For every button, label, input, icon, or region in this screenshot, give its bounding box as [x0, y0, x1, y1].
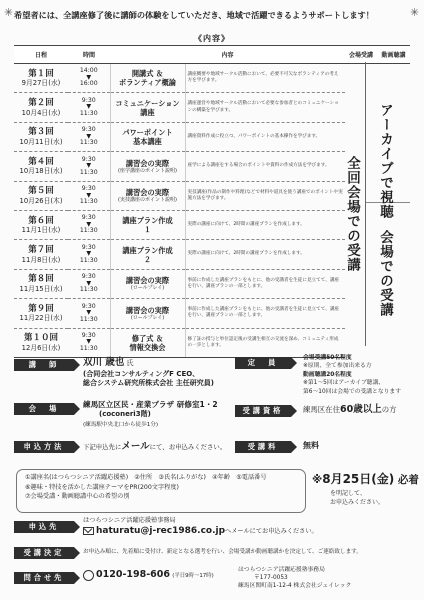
- deadline-note1: を明記して、: [330, 490, 366, 497]
- schedule-desc-cell: [185, 181, 345, 210]
- schedule-desc-cell: [185, 299, 345, 328]
- session-description: 実技講座(作品の制作や料理)などで材料や道具を使う講座でのポイントや実施方法を学びます。: [187, 189, 343, 201]
- session-end: 11:30: [79, 109, 98, 117]
- required-items-line2: ⑥趣味・特技を活かした講座テーマをPR(200文字程度): [25, 483, 179, 491]
- schedule-time-cell: 9:30 ▼ 11:30: [68, 181, 110, 210]
- header-venue: 会場受講: [345, 46, 377, 64]
- session-date: 9月27日(水): [21, 79, 61, 88]
- apply-to-email-suffix: へメールにてお申込みください。: [225, 528, 318, 536]
- schedule-desc-cell: [185, 64, 345, 93]
- venue-label: 会 場: [14, 403, 74, 415]
- session-date: 11月15日(水): [19, 285, 63, 293]
- deadline: [312, 470, 419, 487]
- session-title: 開講式 ＆ ボランティア概論: [119, 69, 176, 88]
- schedule-desc-cell: [185, 328, 345, 357]
- session-end: 16:00: [79, 80, 98, 88]
- video-cell: [377, 328, 410, 357]
- session-title: パワーポイント 基本講座: [122, 127, 173, 146]
- schedule-date-cell: [14, 240, 68, 269]
- fee-value: 無料: [303, 441, 319, 450]
- session-start: 9:30: [81, 331, 96, 339]
- session-start: 9:30: [81, 273, 96, 281]
- schedule-date-cell: [14, 64, 68, 93]
- phone-icon: [83, 570, 94, 581]
- session-number: 第５回: [28, 186, 54, 197]
- schedule-date-cell: [14, 181, 68, 210]
- session-start: 9:30: [81, 302, 96, 310]
- eligibility-suffix: の方: [381, 405, 397, 414]
- column-divider: [365, 62, 366, 346]
- session-start: 14:00: [79, 67, 98, 75]
- session-title: 修了式 ＆ 情報交換会: [129, 333, 166, 352]
- session-end: 11:30: [79, 198, 98, 205]
- schedule-time-cell: 14:00 ▼ 16:00: [68, 64, 110, 93]
- contact-phone[interactable]: 0120-198-606: [96, 569, 170, 580]
- session-description: 座学による講座をする場合のポイントや資料の作成方法を学びます。: [187, 163, 330, 169]
- schedule-row: [14, 299, 410, 328]
- session-start: 9:30: [81, 243, 96, 251]
- capacity-line4: ※第1〜5回はアーカイブ聴講、: [303, 380, 385, 387]
- video-cell: [377, 64, 410, 93]
- schedule-row: [14, 122, 410, 151]
- session-date: 11月1日(水): [21, 226, 61, 235]
- schedule-time-cell: 9:30 ▼ 11:30: [68, 93, 110, 122]
- session-start: 9:30: [81, 155, 96, 163]
- schedule-desc-cell: [185, 210, 345, 239]
- schedule-title-cell: [110, 328, 185, 357]
- capacity-line1: 会場受講50名程度: [303, 355, 352, 361]
- decoration-mark-left: ✳: [4, 6, 14, 19]
- session-end: 11:30: [79, 315, 98, 323]
- deadline-note2: お申込みください。: [330, 499, 385, 506]
- schedule-desc-cell: [185, 269, 345, 298]
- venue-cell: [345, 299, 377, 328]
- session-number: 第７回: [28, 244, 54, 255]
- capacity-block: [303, 354, 401, 396]
- envelope-icon: [83, 527, 94, 535]
- required-items-line3: ⑦会場受講・動画聴講中心の希望の別: [25, 493, 130, 501]
- apply-method-text-b: メール: [121, 441, 150, 452]
- session-start: 9:30: [81, 96, 96, 104]
- session-description: 実際の講座に向けて、2時間の講座プランを作成します。: [187, 222, 305, 228]
- session-date: 12月6日(水): [21, 343, 61, 352]
- venue-attendance-label: 会場での受講: [377, 230, 393, 317]
- apply-method-text-a: 下記申込先に: [83, 443, 122, 451]
- schedule-time-cell: 9:30 ▼ 11:30: [68, 210, 110, 239]
- lecturer-label: 講 師: [14, 359, 74, 371]
- venue-cell: [345, 328, 377, 357]
- schedule-date-cell: [14, 269, 68, 298]
- eligibility-prefix: 練馬区在住: [303, 405, 340, 414]
- schedule-time-cell: 9:30 ▼ 11:30: [68, 152, 110, 181]
- capacity-line2: ※原則、全て参加出来る方: [303, 363, 372, 370]
- schedule-date-cell: [14, 328, 68, 357]
- contact-zip: 〒177-0053: [254, 575, 288, 582]
- contact-address-block: [238, 566, 351, 590]
- header-time: 時間: [68, 46, 110, 64]
- contact-block: [83, 569, 214, 582]
- archive-label: アーカイブで視聴: [377, 103, 393, 219]
- session-end: 11:30: [79, 344, 98, 352]
- session-date: 11月8日(水): [21, 255, 61, 264]
- session-title: 講習会の実際: [125, 158, 170, 168]
- session-number: 第６回: [28, 215, 54, 226]
- eligibility-block: [303, 404, 397, 417]
- apply-method-text-c: にて、お申込みください。: [149, 443, 227, 451]
- session-end: 11:30: [79, 286, 98, 294]
- schedule-time-cell: 9:30 ▼ 11:30: [68, 328, 110, 357]
- venue-block: [83, 400, 218, 429]
- session-start: 9:30: [81, 185, 96, 192]
- apply-method-label: 申込方法: [14, 441, 74, 453]
- session-description: 講座運営や地域サークル活動において必要な参加者とのコミュニケーションの構築を学びます。: [187, 101, 339, 113]
- lecturer-name: 双川 歳也: [83, 357, 125, 368]
- result-label: 受講決定: [14, 547, 74, 559]
- decoration-mark-right: ✳: [410, 6, 420, 19]
- apply-method-block: [83, 441, 226, 454]
- venue-cell: [345, 93, 377, 122]
- eligibility-label: 受講資格: [235, 405, 291, 417]
- contact-hours: (平日9時〜17時): [172, 573, 214, 579]
- session-description: 事前に作成した講座プランをもとに、他の受講者を生徒に見立てて、講座を行い、講座プランの一部とします。: [187, 307, 340, 319]
- session-end: 11:30: [79, 227, 98, 235]
- lecturer-line2: 総合システム研究所株式会社 主任研究員): [83, 379, 214, 388]
- required-items-line1: ①講座名(はつらつシニア活躍応援塾) ②住所 ③氏名(ふりがな) ④年齢 ⑤電話番号: [25, 474, 267, 481]
- schedule-desc-cell: [185, 122, 345, 151]
- contact-org: はつらつシニア活躍応援塾事務局: [238, 567, 325, 573]
- header-content: 内容: [110, 46, 345, 64]
- schedule-row: [14, 269, 410, 298]
- schedule-time-cell: 9:30 ▼ 11:30: [68, 299, 110, 328]
- apply-to-block: [83, 517, 318, 538]
- session-start: 9:30: [81, 126, 96, 134]
- session-date: 10月4日(水): [21, 108, 61, 117]
- schedule-time-cell: 9:30 ▼ 11:30: [68, 240, 110, 269]
- section-title: 《内容》: [194, 34, 230, 43]
- session-date: 10月18日(水): [19, 167, 63, 176]
- session-title: 講座プラン作成 ２: [122, 245, 173, 264]
- schedule-time-cell: 9:30 ▼ 11:30: [68, 269, 110, 298]
- venue-cell: [345, 122, 377, 151]
- capacity-line3: 動画聴講20名程度: [303, 371, 352, 378]
- capacity-label: 定 員: [235, 357, 291, 369]
- schedule-date-cell: [14, 299, 68, 328]
- contact-label: 問合せ先: [14, 572, 74, 584]
- intro-text: 希望者には、全講座修了後に講師の体験をしていただき、地域で活躍できるようサポートします！: [14, 10, 374, 20]
- lecturer-block: [83, 357, 214, 389]
- session-date: 10月11日(水): [19, 138, 63, 147]
- schedule-header-row: [14, 46, 410, 64]
- venue-line1: 練馬区立区民・産業プラザ 研修室1・2: [83, 400, 218, 409]
- schedule-title-cell: [110, 299, 185, 328]
- contact-address: 練馬区関町南1-12-4 株式会社ジェイレック: [238, 583, 352, 590]
- schedule-date-cell: [14, 210, 68, 239]
- session-description: 講座概要や地域サークル活動において、必要不可欠なボランティアの考え方を学びます。: [187, 72, 339, 84]
- schedule-row: [14, 93, 410, 122]
- lecturer-line1: (合同会社コンサルティングF CEO、: [83, 369, 200, 378]
- session-description: 講座資料作成に役立つ、パワーポイントの基本操作を学びます。: [187, 133, 321, 139]
- session-number: 第８回: [28, 274, 54, 285]
- session-date: 10月26日(木): [19, 196, 63, 205]
- apply-to-label: 申込先: [14, 521, 74, 533]
- lecturer-honorific: 氏: [126, 359, 134, 367]
- apply-to-email[interactable]: haturatu@j-rec1986.co.jp: [96, 526, 226, 537]
- venue-cell: [345, 64, 377, 93]
- session-number: 第９回: [28, 303, 54, 314]
- required-items-box: [16, 469, 306, 513]
- deadline-note: [330, 489, 384, 507]
- fee-label: 受講料: [235, 441, 291, 453]
- session-end: 11:30: [79, 256, 98, 264]
- schedule-title-cell: [110, 122, 185, 151]
- session-date: 11月22日(水): [19, 314, 63, 323]
- session-number: 第３回: [28, 127, 54, 138]
- schedule-desc-cell: [185, 93, 345, 122]
- schedule-desc-cell: [185, 152, 345, 181]
- session-number: 第４回: [28, 156, 54, 167]
- venue-cell: [345, 269, 377, 298]
- apply-to-org: はつらつシニア活躍応援塾事務局: [83, 517, 176, 524]
- schedule-date-cell: [14, 93, 68, 122]
- session-number: 第１回: [28, 68, 54, 79]
- schedule-row: [14, 64, 410, 93]
- session-start: 9:30: [81, 214, 96, 222]
- schedule-title-cell: [110, 93, 185, 122]
- schedule-date-cell: [14, 122, 68, 151]
- venue-line3: (練馬駅中央北口から徒歩1分): [83, 421, 159, 428]
- session-number: 第１０回: [23, 333, 58, 344]
- session-description: 修了証の授与と単位認定後の受講生相互の交流を深め、コミュニティ形成の一歩とします。: [187, 336, 339, 348]
- session-subtitle: (座学講座のポイント説明): [118, 167, 177, 174]
- session-subtitle: (ロールプレイ): [130, 285, 165, 292]
- session-subtitle: (実技講座のポイント説明): [118, 197, 177, 204]
- eligibility-age: 60歳以上: [339, 404, 382, 415]
- deadline-mark: ※: [312, 474, 323, 486]
- session-description: 実際の講座に向けて、2時間の講座プランを作成します。: [187, 251, 305, 257]
- deadline-suffix: 必着: [397, 474, 419, 486]
- venue-line2: (coconeri3階): [99, 410, 151, 419]
- schedule-title-cell: [110, 181, 185, 210]
- session-title: 講習会の実際: [125, 188, 170, 198]
- schedule-title-cell: [110, 240, 185, 269]
- result-text: お申込み順に、先着順に受付け、新定となる選考を行い、会場受講か動画聴講かを決定して、ご連絡致します。: [83, 549, 362, 555]
- schedule-date-cell: [14, 152, 68, 181]
- session-end: 11:30: [79, 139, 98, 147]
- schedule-time-cell: 9:30 ▼ 11:30: [68, 122, 110, 151]
- schedule-title-cell: [110, 64, 185, 93]
- session-title: コミュニケーション 講座: [115, 98, 180, 117]
- all-venue-label: 全回会場での受講: [344, 156, 360, 272]
- capacity-line5: 第6〜10回は会場での受講となります: [303, 388, 402, 395]
- deadline-date: 8月25日(金): [322, 472, 395, 486]
- schedule-row: [14, 328, 410, 357]
- schedule-title-cell: [110, 210, 185, 239]
- schedule-title-cell: [110, 269, 185, 298]
- session-title: 講座プラン作成 １: [122, 216, 173, 235]
- schedule-desc-cell: [185, 240, 345, 269]
- session-title: 講習会の実際: [125, 305, 170, 315]
- session-subtitle: (ロールプレイ): [130, 314, 165, 321]
- session-end: 11:30: [79, 168, 98, 176]
- session-description: 事前に作成した講座プランをもとに、他の受講者を生徒に見立てて、講座を行い、講座プランの一部とします。: [187, 277, 340, 289]
- header-date: 日程: [14, 46, 68, 64]
- header-video: 動画聴講: [377, 46, 410, 64]
- session-number: 第２回: [28, 98, 54, 109]
- schedule-title-cell: [110, 152, 185, 181]
- session-title: 講習会の実際: [125, 276, 170, 286]
